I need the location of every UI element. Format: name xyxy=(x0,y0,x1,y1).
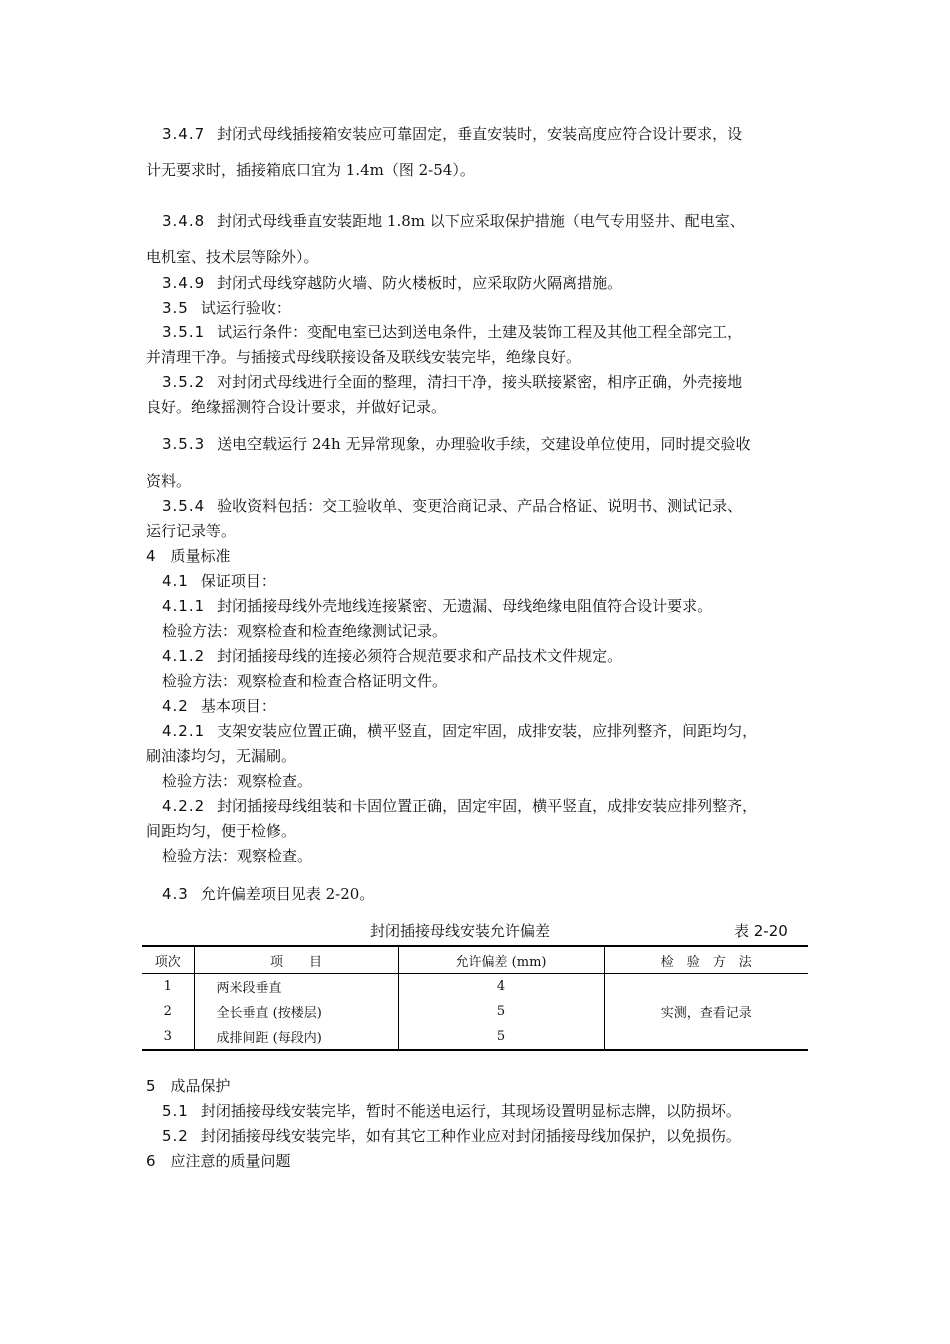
heading-5: 5 成品保护 xyxy=(146,1077,231,1095)
para-text: 验收资料包括：交工验收单、变更洽商记录、产品合格证、说明书、测试记录、 xyxy=(217,497,743,515)
para-3-5-4-line2: 运行记录等。 xyxy=(146,522,237,540)
para-4-2-2-line1 xyxy=(146,794,834,818)
row-method: 实测，查看记录 xyxy=(604,974,808,1051)
section-number: 5.2 xyxy=(162,1127,189,1145)
para-3-5-3-line2: 资料。 xyxy=(146,472,192,490)
para-text: 保证项目： xyxy=(200,572,276,590)
row-tolerance: 5 xyxy=(398,1024,604,1050)
section-number: 3.5 xyxy=(162,299,189,317)
para-3-4-9 xyxy=(146,271,834,295)
para-text: 试运行验收： xyxy=(200,299,291,317)
para-text: 封闭插接母线的连接必须符合规范要求和产品技术文件规定。 xyxy=(217,647,623,665)
para-3-4-7-line1 xyxy=(146,122,834,146)
para-3-5-2-line1 xyxy=(146,370,834,394)
section-number: 4.2.2 xyxy=(162,797,206,815)
para-3-5-3-line1 xyxy=(146,432,834,456)
table-header-row xyxy=(142,946,808,974)
para-4-2-2-line2: 间距均匀，便于检修。 xyxy=(146,822,297,840)
section-number: 3.4.7 xyxy=(162,125,206,143)
para-4-1 xyxy=(146,569,834,593)
table-number: 表 2-20 xyxy=(734,922,788,940)
section-number: 3.5.4 xyxy=(162,497,206,515)
para-text: 基本项目： xyxy=(200,697,276,715)
header-item: 项 目 xyxy=(194,946,398,974)
row-item: 成排间距 (每段内) xyxy=(194,1024,398,1050)
para-4-3 xyxy=(146,882,834,906)
row-tolerance: 5 xyxy=(398,999,604,1024)
para-3-5-2-line2: 良好。绝缘摇测符合设计要求，并做好记录。 xyxy=(146,398,447,416)
para-text: 封闭式母线插接箱安装应可靠固定，垂直安装时，安装高度应符合设计要求，设 xyxy=(217,125,743,143)
row-item: 两米段垂直 xyxy=(194,974,398,1000)
para-3-5-4-line1 xyxy=(146,494,834,518)
heading-6: 6 应注意的质量问题 xyxy=(146,1152,291,1170)
para-text: 封闭插接母线组装和卡固位置正确，固定牢固，横平竖直，成排安装应排列整齐， xyxy=(217,797,758,815)
para-text: 封闭式母线穿越防火墙、防火楼板时，应采取防火隔离措施。 xyxy=(217,274,623,292)
header-method: 检 验 方 法 xyxy=(604,946,808,974)
table-caption xyxy=(146,920,806,942)
section-number: 3.4.8 xyxy=(162,212,206,230)
table-title: 封闭插接母线安装允许偏差 xyxy=(370,922,551,940)
section-number: 3.5.1 xyxy=(162,323,206,341)
header-tolerance: 允许偏差 (mm) xyxy=(398,946,604,974)
row-index: 1 xyxy=(163,979,172,994)
para-4-1-1 xyxy=(146,594,834,618)
para-3-5-1-line1 xyxy=(146,320,834,344)
para-4-2-1-line1 xyxy=(146,719,834,743)
para-text: 对封闭式母线进行全面的整理，清扫干净，接头联接紧密，相序正确，外壳接地 xyxy=(217,373,743,391)
check-method-4-1-2: 检验方法：观察检查和检查合格证明文件。 xyxy=(162,672,448,690)
para-3-5 xyxy=(146,296,834,320)
section-number: 4.3 xyxy=(162,885,189,903)
section-number: 5.1 xyxy=(162,1102,189,1120)
section-number: 3.5.2 xyxy=(162,373,206,391)
para-text: 封闭插接母线安装完毕，如有其它工种作业应对封闭插接母线加保护，以免损伤。 xyxy=(200,1127,741,1145)
para-5-2 xyxy=(146,1124,834,1148)
section-number: 4.2.1 xyxy=(162,722,206,740)
para-text: 试运行条件：变配电室已达到送电条件，土建及装饰工程及其他工程全部完工， xyxy=(217,323,743,341)
section-number: 4.2 xyxy=(162,697,189,715)
section-number: 4.1 xyxy=(162,572,189,590)
check-method-4-2-2: 检验方法：观察检查。 xyxy=(162,847,313,865)
para-3-4-7-line2: 计无要求时，插接箱底口宜为 1.4m（图 2-54）。 xyxy=(146,161,475,179)
para-text: 支架安装应位置正确，横平竖直，固定牢固，成排安装，应排列整齐，间距均匀， xyxy=(217,722,758,740)
para-3-4-8-line2: 电机室、技术层等除外）。 xyxy=(146,248,319,266)
check-method-4-2-1: 检验方法：观察检查。 xyxy=(162,772,313,790)
para-text: 允许偏差项目见表 2-20。 xyxy=(200,885,375,903)
section-number: 3.4.9 xyxy=(162,274,206,292)
row-tolerance: 4 xyxy=(398,974,604,1000)
section-number: 3.5.3 xyxy=(162,435,206,453)
heading-4: 4 质量标准 xyxy=(146,547,231,565)
row-item: 全长垂直 (按楼层) xyxy=(194,999,398,1024)
para-5-1 xyxy=(146,1099,834,1123)
para-4-2-1-line2: 刷油漆均匀，无漏刷。 xyxy=(146,747,297,765)
section-number: 4.1.2 xyxy=(162,647,206,665)
tolerance-table xyxy=(142,945,808,1051)
header-index: 项次 xyxy=(154,954,181,970)
para-text: 封闭插接母线安装完毕，暂时不能送电运行，其现场设置明显标志牌，以防损坏。 xyxy=(200,1102,741,1120)
para-text: 封闭式母线垂直安装距地 1.8m 以下应采取保护措施（电气专用竖井、配电室、 xyxy=(217,212,745,230)
para-3-4-8-line1 xyxy=(146,209,834,233)
para-text: 送电空载运行 24h 无异常现象，办理验收手续，交建设单位使用，同时提交验收 xyxy=(217,435,751,453)
section-number: 4.1.1 xyxy=(162,597,206,615)
para-4-2 xyxy=(146,694,834,718)
row-index: 3 xyxy=(163,1029,172,1044)
table-row xyxy=(142,974,808,1000)
row-index: 2 xyxy=(163,1004,172,1019)
check-method-4-1-1: 检验方法：观察检查和检查绝缘测试记录。 xyxy=(162,622,448,640)
para-4-1-2 xyxy=(146,644,834,668)
para-text: 封闭插接母线外壳地线连接紧密、无遗漏、母线绝缘电阻值符合设计要求。 xyxy=(217,597,713,615)
para-3-5-1-line2: 并清理干净。与插接式母线联接设备及联线安装完毕，绝缘良好。 xyxy=(146,348,582,366)
